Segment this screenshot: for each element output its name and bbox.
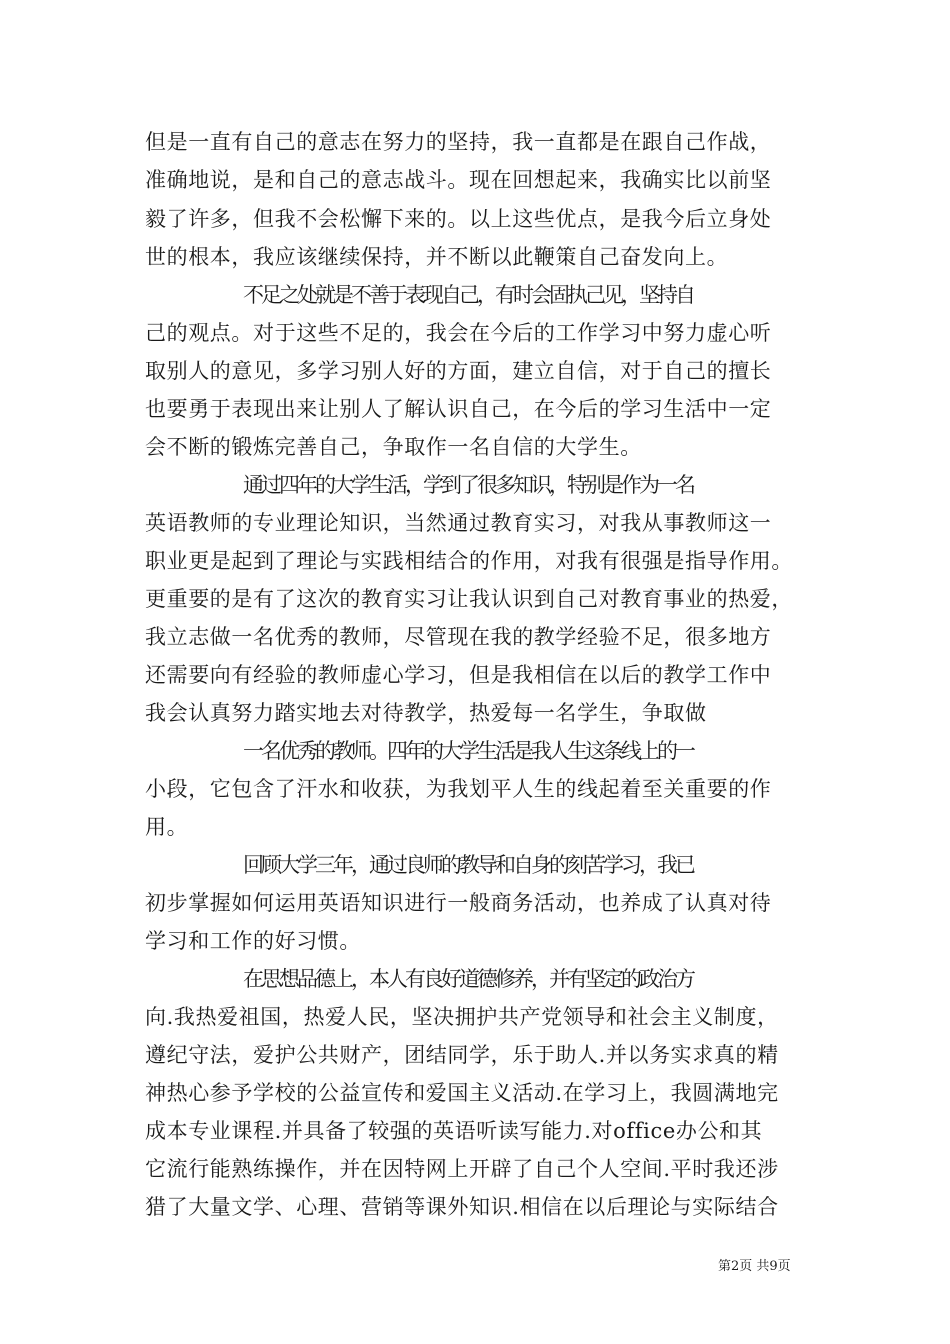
text-line: 成本专业课程.并具备了较强的英语听读写能力.对office办公和其 bbox=[145, 1119, 763, 1143]
text-line: 它流行能熟练操作，并在因特网上开辟了自己个人空间.平时我还涉 bbox=[145, 1157, 779, 1181]
text-line: 学习和工作的好习惯。 bbox=[145, 929, 361, 953]
text-line: 猎了大量文学、心理、营销等课外知识.相信在以后理论与实际结合 bbox=[145, 1195, 779, 1219]
text-line: 向.我热爱祖国，热爱人民，坚决拥护共产党领导和社会主义制度， bbox=[145, 1005, 779, 1029]
text-line: 我会认真努力踏实地去对待教学，热爱每一名学生，争取做 bbox=[145, 701, 707, 725]
text-line: 神热心参予学校的公益宣传和爱国主义活动.在学习上，我圆满地完 bbox=[145, 1081, 779, 1105]
text-line: 我立志做一名优秀的教师，尽管现在我的教学经验不足，很多地方 bbox=[145, 625, 772, 649]
page-number-footer: 第2页 共9页 bbox=[718, 1259, 791, 1274]
paragraph-first-line: 在思想品德上，本人有良好道德修养，并有坚定的政治方 bbox=[243, 967, 693, 991]
text-line: 但是一直有自己的意志在努力的坚持，我一直都是在跟自己作战， bbox=[145, 130, 772, 154]
text-line: 英语教师的专业理论知识，当然通过教育实习，对我从事教师这一 bbox=[145, 511, 772, 535]
text-line: 用。 bbox=[145, 815, 189, 839]
text-line: 准确地说，是和自己的意志战斗。现在回想起来，我确实比以前坚 bbox=[145, 168, 772, 192]
paragraph-first-line: 一名优秀的教师。四年的大学生活是我人生这条线上的一 bbox=[243, 739, 693, 763]
text-line: 初步掌握如何运用英语知识进行一般商务活动，也养成了认真对待 bbox=[145, 891, 772, 915]
paragraph-first-line: 回顾大学三年，通过良师的教导和自身的刻苦学习，我已 bbox=[243, 853, 693, 877]
text-line: 职业更是起到了理论与实践相结合的作用，对我有很强是指导作用。 bbox=[145, 549, 793, 573]
text-line: 会不断的锻炼完善自己，争取作一名自信的大学生。 bbox=[145, 435, 642, 459]
paragraph-first-line: 不足之处就是不善于表现自己，有时会固执己见，坚持自 bbox=[243, 283, 693, 307]
text-line: 遵纪守法，爱护公共财产，团结同学，乐于助人.并以务实求真的精 bbox=[145, 1043, 779, 1067]
text-line: 己的观点。对于这些不足的，我会在今后的工作学习中努力虚心听 bbox=[145, 321, 772, 345]
text-line: 还需要向有经验的教师虚心学习，但是我相信在以后的教学工作中 bbox=[145, 663, 772, 687]
text-line: 也要勇于表现出来让别人了解认识自己，在今后的学习生活中一定 bbox=[145, 397, 772, 421]
text-line: 取别人的意见，多学习别人好的方面，建立自信，对于自己的擅长 bbox=[145, 359, 772, 383]
text-line: 更重要的是有了这次的教育实习让我认识到自己对教育事业的热爱， bbox=[145, 587, 793, 611]
text-line: 小段，它包含了汗水和收获，为我划平人生的线起着至关重要的作 bbox=[145, 777, 772, 801]
text-line: 世的根本，我应该继续保持，并不断以此鞭策自己奋发向上。 bbox=[145, 245, 729, 269]
text-line: 毅了许多，但我不会松懈下来的。以上这些优点，是我今后立身处 bbox=[145, 207, 772, 231]
paragraph-first-line: 通过四年的大学生活，学到了很多知识，特别是作为一名 bbox=[243, 473, 693, 497]
